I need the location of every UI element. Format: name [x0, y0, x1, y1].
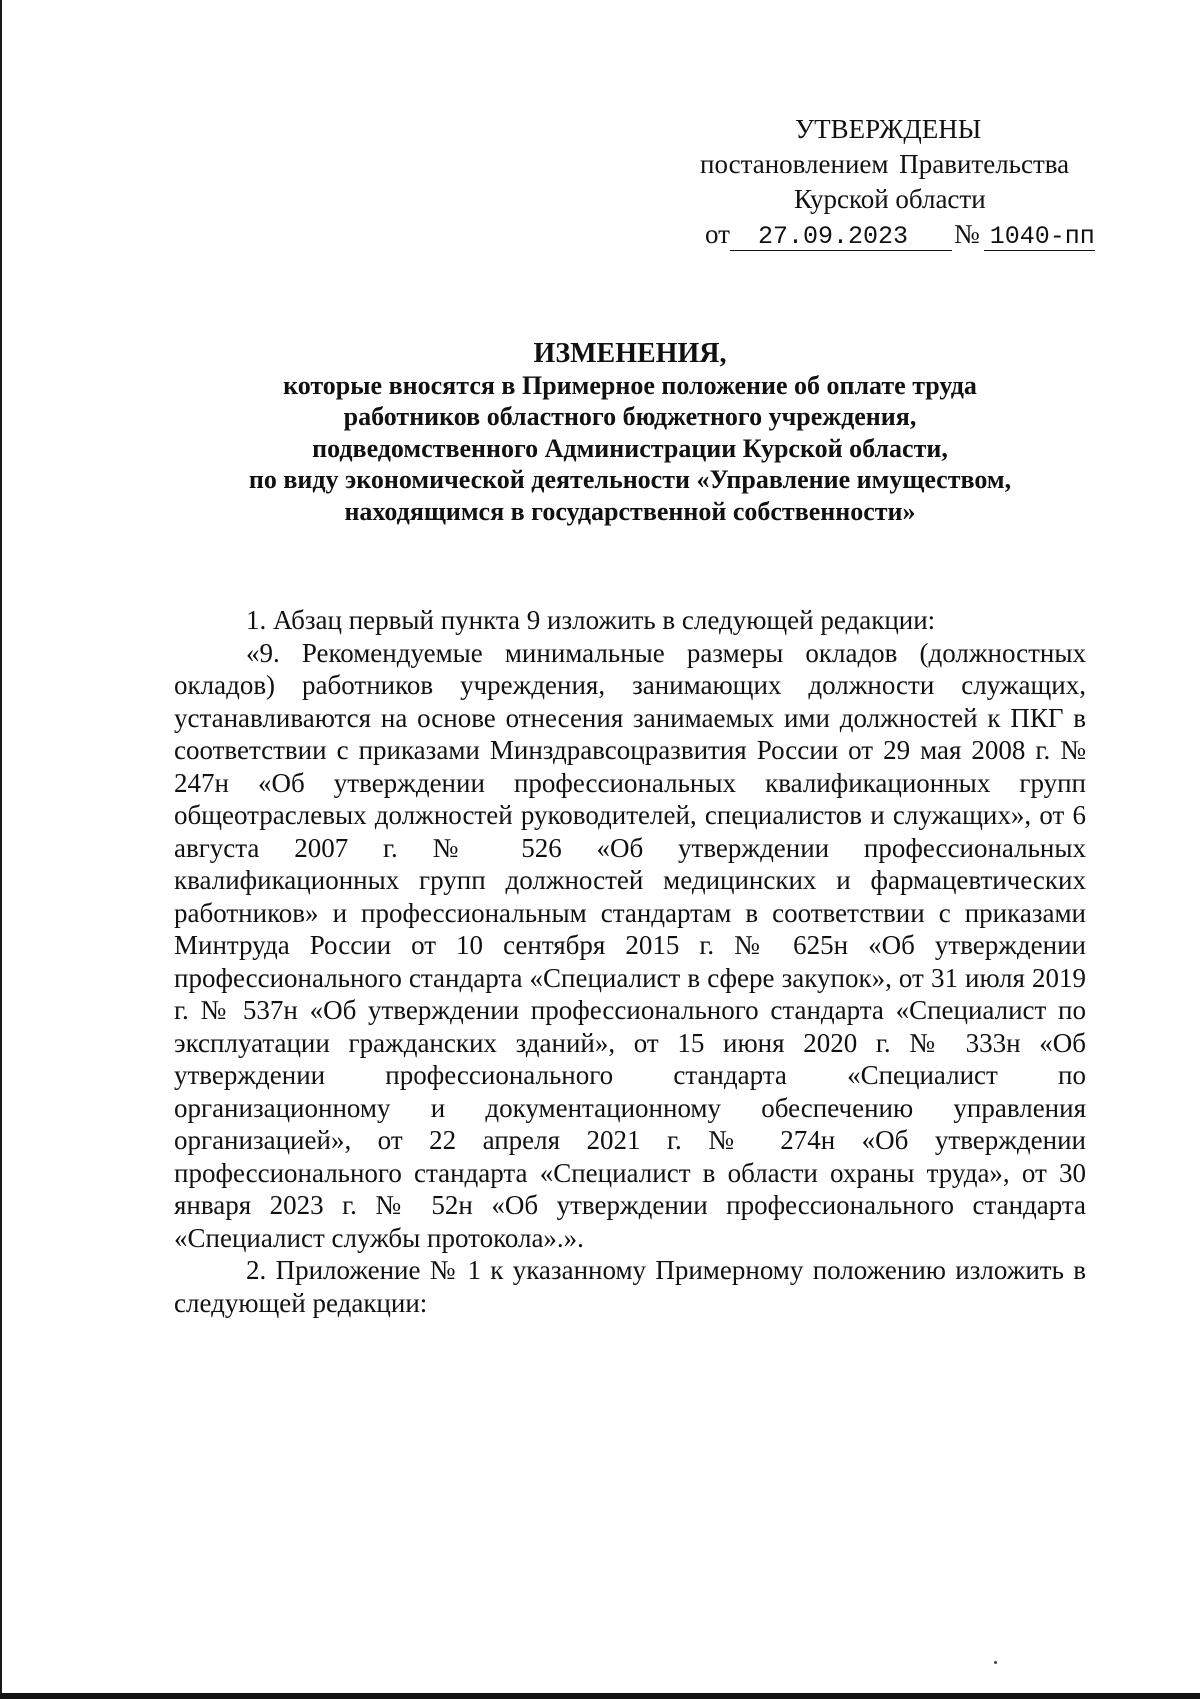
heading-line-2: работников областного бюджетного учреждения,: [343, 402, 917, 431]
approval-block: [560, 112, 1120, 252]
heading-line-3: подведомственного Администрации Курской области,: [312, 433, 948, 463]
date-prefix: от: [705, 219, 730, 249]
paragraph-item-2: 2. Приложение № 1 к указанному Примерному положению изложить в следующей редакции:: [174, 1255, 1086, 1318]
page-bottom-edge: [0, 1693, 1200, 1699]
approval-date-number-line: [560, 217, 1120, 252]
heading-line-1: которые вносятся в Примерное положение об оплате труда: [283, 370, 977, 400]
heading-title: ИЗМЕНЕНИЯ,: [533, 338, 727, 369]
heading-line-4: по виду экономической деятельности «Управление имуществом,: [248, 465, 1012, 494]
document-body: [174, 604, 1086, 1319]
approval-resolution-line: постановлением Правительства: [700, 149, 1070, 179]
paragraph-item-1: 1. Абзац первый пункта 9 изложить в следующей редакции:: [246, 605, 936, 635]
approval-region-line: Курской области: [794, 184, 986, 214]
scan-speck: [994, 1661, 997, 1664]
number-sign: №: [953, 219, 980, 249]
page-left-edge: [0, 0, 2, 1699]
document-heading: [170, 338, 1090, 527]
heading-line-5: находящимся в государственной собственности»: [344, 496, 916, 526]
approval-number: 1040-пп: [984, 224, 1095, 251]
approval-title: УТВЕРЖДЕНЫ: [795, 114, 982, 144]
approval-date: 27.09.2023: [730, 224, 952, 251]
paragraph-item-1-text: «9. Рекомендуемые минимальные размеры окладов (должностных окладов) работников учреждения, занимающих должности служащих, устанавливаются на основе отнесения занимаемых ими должностей к ПКГ в соответствии с приказами Минздравсоцразвития России от 29 мая 2008 г. № 247н «Об утверждении профессиональных квалификационных групп общеотраслевых должностей руководителей, специалистов и служащих», от 6 августа 2007 г. № 526 «Об утверждении профессиональных квалификационных групп должностей медицинских и фармацевтических работников» и профессиональным стандартам в соответствии с приказами Минтруда России от 10 сентября 2015 г. № 625н «Об утверждении профессионального стандарта «Специалист в сфере закупок», от 31 июля 2019 г. № 537н «Об утверждении профессионального стандарта «Специалист по эксплуатации гражданских зданий», от 15 июня 2020 г. № 333н «Об утверждении профессионального стандарта «Специалист по организационному и документационному обеспечению управления организацией», от 22 апреля 2021 г. № 274н «Об утверждении профессионального стандарта «Специалист в области охраны труда», от 30 января 2023 г. № 52н «Об утверждении профессионального стандарта «Специалист службы протокола».».: [174, 637, 1086, 1253]
